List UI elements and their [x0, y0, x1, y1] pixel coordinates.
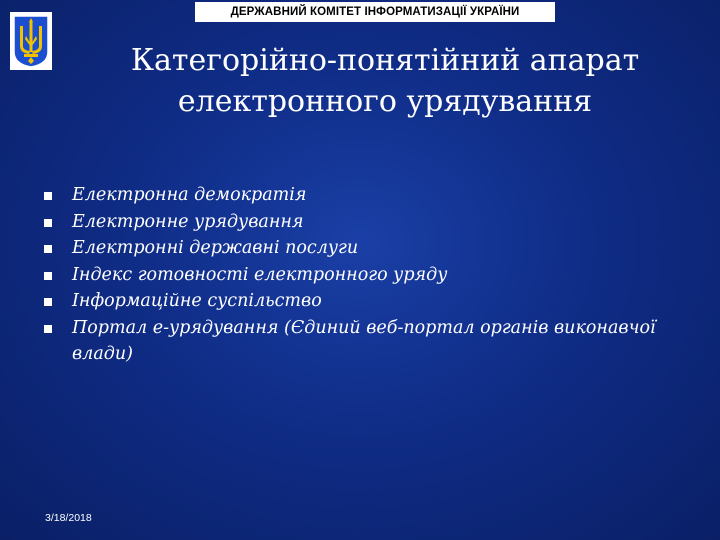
list-item-text: Портал е-урядування (Єдиний веб-портал органів виконавчої влади) [72, 317, 656, 364]
slide-title-line-1: Категорійно-понятійний апарат [130, 43, 640, 78]
square-bullet-icon [44, 192, 52, 200]
square-bullet-icon [44, 298, 52, 306]
square-bullet-icon [44, 219, 52, 227]
list-item [42, 182, 682, 209]
header-banner [195, 2, 555, 22]
trident-emblem-icon [10, 12, 52, 70]
slide-date: 3/18/2018 [45, 512, 92, 524]
list-item [42, 262, 682, 289]
list-item [42, 235, 682, 262]
emblem-graphic [10, 12, 52, 70]
slide-title-line-2: електронного урядування [177, 84, 593, 119]
list-item [42, 209, 682, 236]
square-bullet-icon [44, 272, 52, 280]
bullet-list [42, 182, 682, 368]
list-item-text: Електронне урядування [72, 211, 304, 232]
list-item-text: Електронні державні послуги [72, 238, 359, 258]
list-item-text: Електронна демократія [72, 185, 307, 205]
slide-title [60, 40, 710, 122]
list-item [42, 315, 682, 368]
list-item [42, 288, 682, 315]
list-item-text: Індекс готовності електронного уряду [72, 264, 448, 285]
organization-name: ДЕРЖАВНИЙ КОМІТЕТ ІНФОРМАТИЗАЦІЇ УКРАЇНИ [230, 6, 520, 18]
square-bullet-icon [44, 325, 52, 333]
square-bullet-icon [44, 245, 52, 253]
list-item-text: Інформаційне суспільство [72, 291, 322, 311]
